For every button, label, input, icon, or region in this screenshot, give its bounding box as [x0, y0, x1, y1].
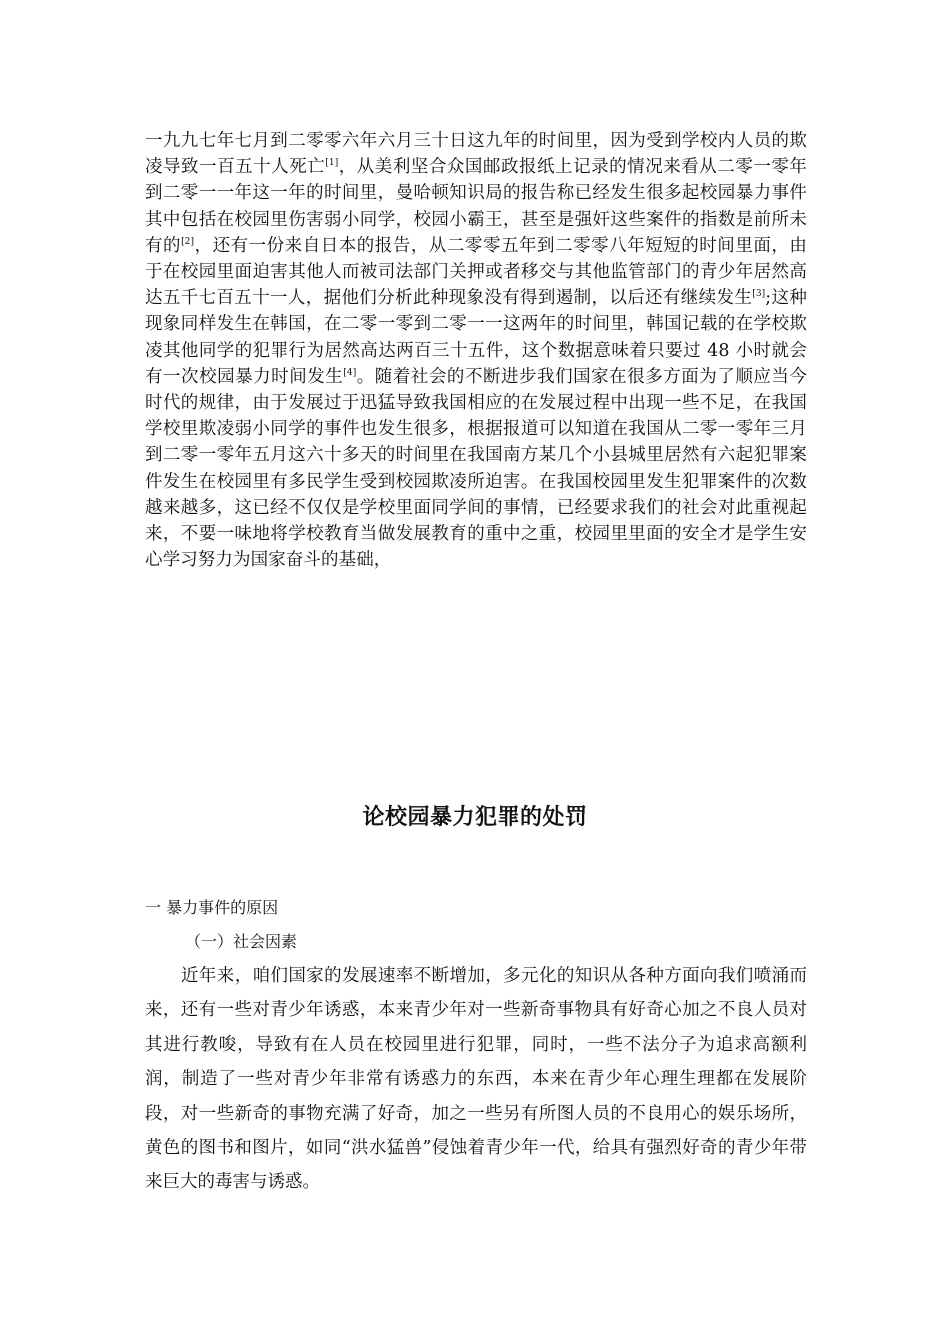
intro-text-1: 一九九七年七月到二零零六年六月三十日这九年的时间里，因为受到学校内人员的欺凌导致一百五十人死亡	[145, 131, 807, 178]
intro-text-4: ;这种现象同样发生在韩国，在二零一零到二零一一这两年的时间里，韩国记载的在学校欺凌其他同学的犯罪行为居然高达两百三十五件，这个数据意味着只要过 48 小时就会有一次校园暴力时间发生	[145, 288, 807, 387]
footnote-ref-2[interactable]: [2]	[181, 236, 195, 247]
body-paragraph: 近年来，咱们国家的发展速率不断增加，多元化的知识从各种方面向我们喷涌而来，还有一些对青少年诱惑，本来青少年对一些新奇事物具有好奇心加之不良人员对其进行教唆，导致有在人员在校园里进行犯罪，同时，一些不法分子为追求高额利润，制造了一些对青少年非常有诱惑力的东西，本来在青少年心理生理都在发展阶段，对一些新奇的事物充满了好奇，加之一些另有所图人员的不良用心的娱乐场所，黄色的图书和图片，如同“洪水猛兽”侵蚀着青少年一代，给具有强烈好奇的青少年带来巨大的毒害与诱惑。	[145, 966, 807, 1193]
intro-text-2: ，从美利坚合众国邮政报纸上记录的情况来看从二零一零年到二零一一年这一年的时间里，曼哈顿知识局的报告称已经发生很多起校园暴力事件其中包括在校园里伤害弱小同学，校园小霸王，甚至是强奸这些案件的指数是前所未有的	[145, 157, 807, 256]
intro-paragraph	[145, 128, 807, 573]
section-heading: 一 暴力事件的原因	[145, 898, 279, 917]
footnote-ref-3[interactable]: [3]	[752, 289, 766, 300]
intro-text-3: ，还有一份来自日本的报告，从二零零五年到二零零八年短短的时间里面，由于在校园里面迫害其他人而被司法部门关押或者移交与其他监管部门的青少年居然高达五千七百五十一人，据他们分析此种现象没有得到遏制，以后还有继续发生	[145, 235, 807, 309]
intro-text-5: 。随着社会的不断进步我们国家在很多方面为了顺应当今时代的规律，由于发展过于迅猛导致我国相应的在发展过程中出现一些不足，在我国学校里欺凌弱小同学的事件也发生很多，根据报道可以知道在我国从二零一零年三月到二零一零年五月这六十多天的时间里在我国南方某几个小县城里居然有六起犯罪案件发生在校园里有多民学生受到校园欺凌所迫害。在我国校园里发生犯罪案件的次数越来越多，这已经不仅仅是学校里面同学间的事情，已经要求我们的社会对此重视起来，不要一味地将学校教育当做发展教育的重中之重，校园里里面的安全才是学生安心学习努力为国家奋斗的基础，	[145, 366, 808, 571]
footnote-ref-1[interactable]: [1]	[325, 158, 339, 169]
subsection-heading: （一）社会因素	[185, 932, 298, 951]
document-title: 论校园暴力犯罪的处罚	[362, 805, 588, 830]
footnote-ref-4[interactable]: [4]	[343, 367, 357, 378]
